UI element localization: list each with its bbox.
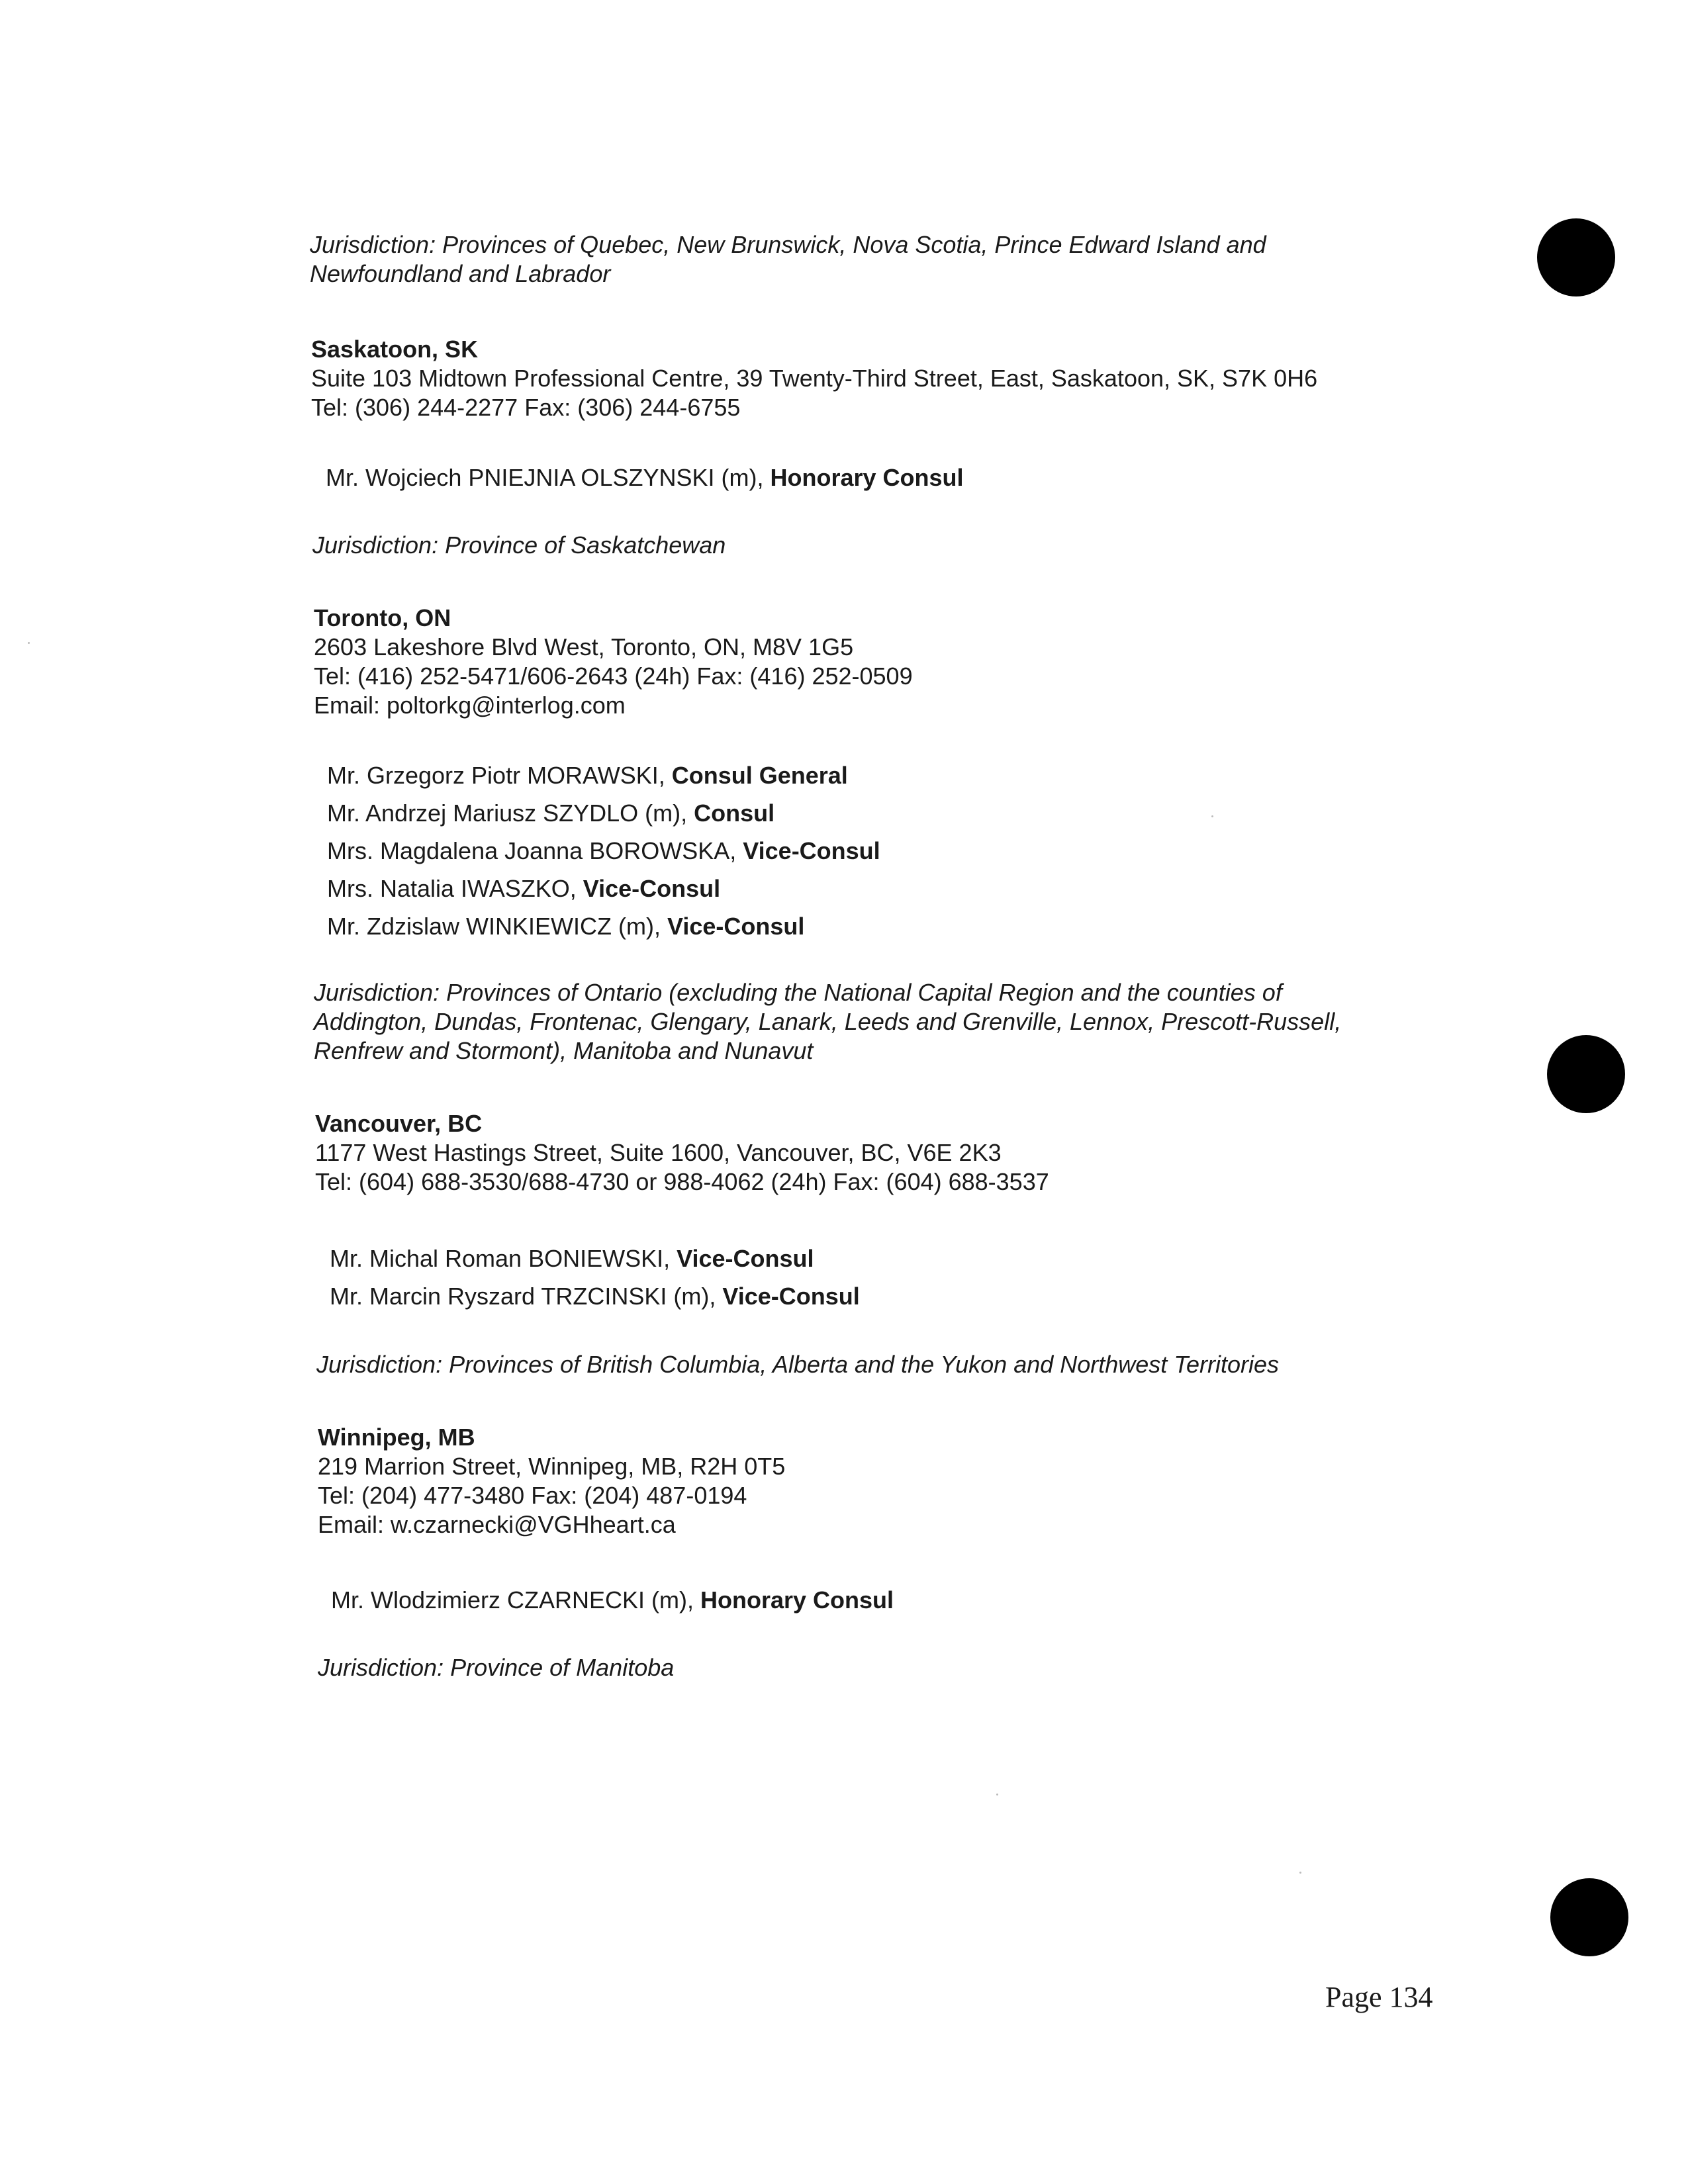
city-heading: Vancouver, BC [315,1110,483,1137]
jurisdiction-line: Jurisdiction: Provinces of Ontario (excluding the National Capital Region and the counties of [314,979,1282,1006]
jurisdiction-toronto [314,978,1341,1066]
official-name: Mr. Michal Roman BONIEWSKI, [330,1245,671,1272]
official-title: Honorary Consul [770,464,964,491]
address: 219 Marrion Street, Winnipeg, MB, R2H 0T5 [318,1453,786,1480]
city-heading: Winnipeg, MB [318,1424,475,1451]
punch-hole-bottom [1550,1878,1628,1956]
official-title: Vice-Consul [677,1245,814,1272]
official-name: Mr. Grzegorz Piotr MORAWSKI, [327,762,665,789]
jurisdiction-line: Newfoundland and Labrador [310,260,611,287]
official-row [330,1282,860,1311]
official-row [327,837,880,866]
consulate-toronto [314,604,913,720]
scan-speck [996,1794,998,1796]
jurisdiction-line: Renfrew and Stormont), Manitoba and Nunavut [314,1037,814,1064]
scan-speck [1211,815,1213,817]
scan-speck [28,642,30,644]
phone-fax: Tel: (604) 688-3530/688-4730 or 988-4062 (24h) Fax: (604) 688-3537 [315,1168,1049,1195]
official-name: Mr. Wojciech PNIEJNIA OLSZYNSKI (m), [326,464,764,491]
official-name: Mrs. Natalia IWASZKO, [327,875,577,902]
jurisdiction-winnipeg [318,1653,674,1682]
official-row [327,761,848,790]
address: 2603 Lakeshore Blvd West, Toronto, ON, M8V 1G5 [314,633,854,660]
official-name: Mr. Zdzislaw WINKIEWICZ (m), [327,913,661,940]
jurisdiction-line: Jurisdiction: Province of Saskatchewan [312,531,726,559]
jurisdiction-saskatoon [312,531,726,560]
jurisdiction-line: Addington, Dundas, Frontenac, Glengary, Lanark, Leeds and Grenville, Lennox, Prescott-Russell, [314,1008,1342,1035]
consulate-vancouver [315,1109,1049,1197]
phone-fax: Tel: (306) 244-2277 Fax: (306) 244-6755 [311,394,741,421]
official-row [326,463,964,492]
official-row [327,799,774,828]
page-number: Page 134 [1325,1981,1433,2013]
scan-speck [1299,1872,1301,1874]
jurisdiction-line: Jurisdiction: Provinces of Quebec, New Brunswick, Nova Scotia, Prince Edward Island and [310,231,1266,258]
official-row [331,1586,894,1615]
official-name: Mrs. Magdalena Joanna BOROWSKA, [327,837,737,864]
official-title: Vice-Consul [722,1283,860,1310]
official-title: Vice-Consul [583,875,721,902]
official-row [327,912,804,941]
official-row [327,874,720,903]
phone-fax: Tel: (204) 477-3480 Fax: (204) 487-0194 [318,1482,747,1509]
jurisdiction-line: Jurisdiction: Province of Manitoba [318,1654,675,1681]
punch-hole-middle [1547,1035,1625,1113]
phone-fax: Tel: (416) 252-5471/606-2643 (24h) Fax: (416) 252-0509 [314,662,913,690]
official-title: Consul General [671,762,848,789]
official-name: Mr. Andrzej Mariusz SZYDLO (m), [327,799,688,827]
address: 1177 West Hastings Street, Suite 1600, Vancouver, BC, V6E 2K3 [315,1139,1002,1166]
jurisdiction-vancouver [316,1350,1279,1379]
jurisdiction-line: Jurisdiction: Provinces of British Columbia, Alberta and the Yukon and Northwest Territories [316,1351,1280,1378]
jurisdiction-quebec-region [310,230,1266,289]
consulate-winnipeg [318,1423,785,1539]
consulate-saskatoon [311,335,1317,422]
official-title: Vice-Consul [743,837,880,864]
punch-hole-top [1537,218,1615,296]
email: Email: w.czarnecki@VGHheart.ca [318,1511,676,1538]
email: Email: poltorkg@interlog.com [314,692,626,719]
address: Suite 103 Midtown Professional Centre, 39 Twenty-Third Street, East, Saskatoon, SK, S7K 0H6 [311,365,1318,392]
official-name: Mr. Wlodzimierz CZARNECKI (m), [331,1586,694,1614]
official-name: Mr. Marcin Ryszard TRZCINSKI (m), [330,1283,716,1310]
official-title: Vice-Consul [667,913,805,940]
official-row [330,1244,814,1273]
official-title: Honorary Consul [700,1586,894,1614]
city-heading: Saskatoon, SK [311,336,479,363]
official-title: Consul [694,799,775,827]
city-heading: Toronto, ON [314,604,451,631]
